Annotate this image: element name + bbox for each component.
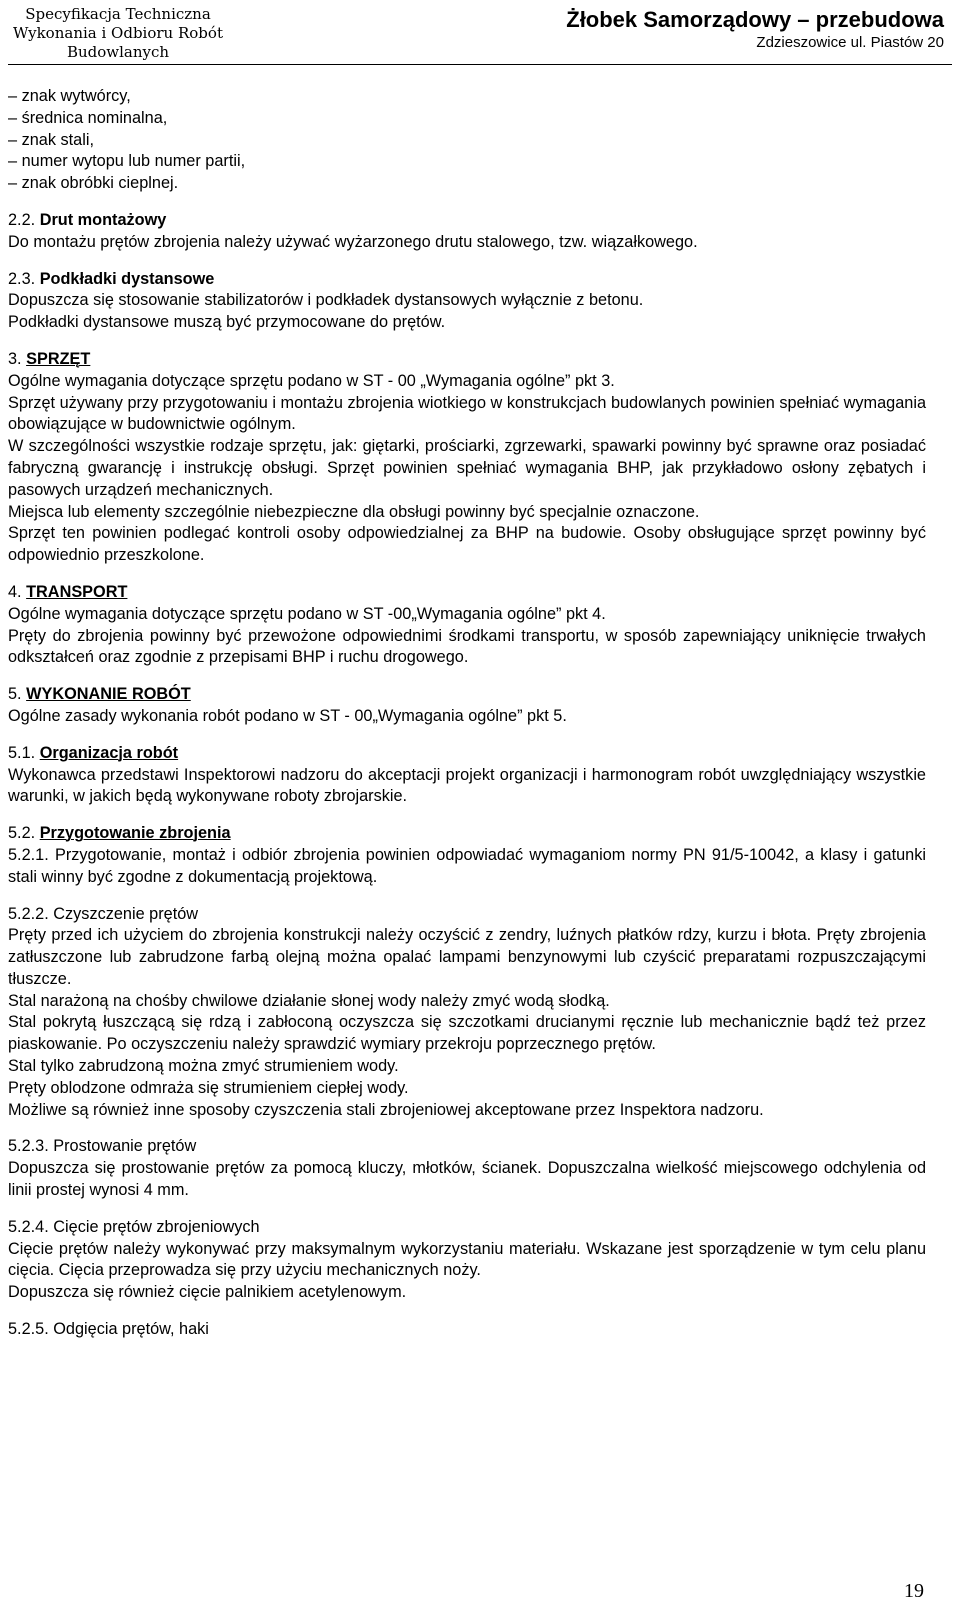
- list-item: – znak wytwórcy,: [8, 87, 131, 105]
- subsection-heading-5-2-3: 5.2.3. Prostowanie prętów: [8, 1137, 197, 1156]
- list-item: – znak stali,: [8, 130, 94, 149]
- section-number: 2.2.: [8, 210, 40, 229]
- page-number: 19: [904, 1580, 924, 1602]
- marking-list: [8, 86, 926, 195]
- section-title: Organizacja robót: [39, 743, 179, 762]
- subsection-heading-5-2-4: 5.2.4. Cięcie prętów zbrojeniowych: [8, 1217, 260, 1236]
- section-number: 5.1.: [8, 743, 40, 762]
- section-heading-3: [8, 349, 926, 371]
- section-title: Przygotowanie zbrojenia: [39, 824, 231, 843]
- paragraph: Sprzęt ten powinien podlegać kontroli osoby odpowiedzialnej za BHP na budowie. Osoby obsługujące sprzęt powinny być odpowiednio przeszkolone.: [8, 524, 926, 565]
- paragraph: Dopuszcza się stosowanie stabilizatorów i podkładek dystansowych wyłącznie z betonu.: [8, 291, 644, 310]
- paragraph: Cięcie prętów należy wykonywać przy maksymalnym wykorzystaniu materiału. Wskazane jest sporządzenie w tym celu planu cięcia. Cięcia przeprowadza się przy użyciu mechanicznych noży.: [8, 1239, 926, 1280]
- paragraph: Podkładki dystansowe muszą być przymocowane do prętów.: [8, 313, 446, 332]
- section-title: WYKONANIE ROBÓT: [26, 685, 191, 704]
- paragraph: W szczególności wszystkie rodzaje sprzętu, jak: giętarki, prościarki, zgrzewarki, spawarki powinny być sprawne oraz posiadać fabryczną gwarancję i instrukcję obsługi. Sprzęt powinien spełniać wymagania BHP, jak przykładowo osłony zębatych i pasowych urządzeń mechanicznych.: [8, 437, 926, 499]
- section-title: TRANSPORT: [26, 582, 128, 601]
- section-number: 4.: [8, 582, 27, 601]
- paragraph: Ogólne wymagania dotyczące sprzętu podano w ST - 00 „Wymagania ogólne” pkt 3.: [8, 371, 615, 390]
- paragraph: Miejsca lub elementy szczególnie niebezpieczne dla obsługi powinny być specjalnie oznaczone.: [8, 502, 700, 521]
- subsection-heading-5-2-5: 5.2.5. Odgięcia prętów, haki: [8, 1320, 209, 1339]
- header-left-line3: Budowlanych: [66, 43, 170, 61]
- section-number: 5.: [8, 685, 27, 704]
- header-subtitle: Zdzieszowice ul. Piastów 20: [756, 34, 944, 51]
- section-heading-5-1: [8, 743, 926, 765]
- header-title: Żłobek Samorządowy – przebudowa: [566, 7, 944, 32]
- header-left-line1: Specyfikacja Techniczna: [25, 5, 211, 23]
- paragraph: Pręty do zbrojenia powinny być przewożone odpowiednimi środkami transportu, w sposób zapewniający uniknięcie trwałych odkształceń oraz zgodnie z przepisami BHP i ruchu drogowego.: [8, 626, 926, 667]
- paragraph: Pręty oblodzone odmraża się strumieniem ciepłej wody.: [8, 1078, 409, 1097]
- paragraph: Ogólne wymagania dotyczące sprzętu podano w ST -00„Wymagania ogólne” pkt 4.: [8, 604, 606, 623]
- subsection-heading-5-2-2: 5.2.2. Czyszczenie prętów: [8, 904, 199, 923]
- section-heading-5-2: [8, 823, 926, 845]
- page-header: [8, 4, 952, 65]
- section-number: 5.2.: [8, 824, 40, 843]
- header-left-line2: Wykonania i Odbioru Robót: [13, 24, 223, 42]
- section-title: Drut montażowy: [39, 210, 167, 229]
- paragraph: Pręty przed ich użyciem do zbrojenia konstrukcji należy oczyścić z zendry, luźnych płatków rdzy, kurzu i błota. Pręty zbrojenia zatłuszczone lub zabrudzone farbą olejną można opalać lampami benzynowymi lub czyścić preparatami rozpuszczającymi tłuszcze.: [8, 926, 926, 988]
- header-project: [566, 6, 944, 52]
- section-title: SPRZĘT: [26, 349, 91, 368]
- paragraph: Sprzęt używany przy przygotowaniu i montażu zbrojenia wiotkiego w konstrukcjach budowlanych powinien spełniać wymagania obowiązujące w budownictwie ogólnym.: [8, 393, 926, 434]
- section-heading-4: [8, 582, 926, 604]
- paragraph: Dopuszcza się prostowanie prętów za pomocą kluczy, młotków, ścianek. Dopuszczalna wielkość miejscowego odchylenia od linii prostej wynosi 4 mm.: [8, 1159, 926, 1200]
- section-heading-2-2: [8, 210, 926, 232]
- paragraph: 5.2.1. Przygotowanie, montaż i odbiór zbrojenia powinien odpowiadać wymaganiom normy PN 91/5-10042, a klasy i gatunki stali winny być zgodne z dokumentacją projektową.: [8, 845, 926, 886]
- paragraph: Stal pokrytą łuszczącą się rdzą i zabłoconą oczyszcza się szczotkami drucianymi ręcznie lub mechanicznie bądź też przez piaskowanie. Po oczyszczeniu należy sprawdzić wymiary przekroju poprzecznego prętów.: [8, 1013, 926, 1054]
- section-heading-2-3: [8, 269, 926, 291]
- paragraph: Stal narażoną na chośby chwilowe działanie słonej wody należy zmyć wodą słodką.: [8, 991, 610, 1010]
- section-number: 3.: [8, 349, 27, 368]
- paragraph: Dopuszcza się również cięcie palnikiem acetylenowym.: [8, 1283, 407, 1302]
- paragraph: Ogólne zasady wykonania robót podano w ST - 00„Wymagania ogólne” pkt 5.: [8, 706, 567, 725]
- paragraph: Możliwe są również inne sposoby czyszczenia stali zbrojeniowej akceptowane przez Inspektora nadzoru.: [8, 1100, 764, 1119]
- section-number: 2.3.: [8, 269, 40, 288]
- list-item: – znak obróbki cieplnej.: [8, 174, 179, 193]
- paragraph: Stal tylko zabrudzoną można zmyć strumieniem wody.: [8, 1057, 399, 1076]
- section-title: Podkładki dystansowe: [39, 269, 215, 288]
- list-item: – średnica nominalna,: [8, 108, 168, 127]
- document-body: [8, 86, 926, 1341]
- paragraph: Do montażu prętów zbrojenia należy używać wyżarzonego drutu stalowego, tzw. wiązałkowego.: [8, 232, 698, 251]
- paragraph: Wykonawca przedstawi Inspektorowi nadzoru do akceptacji projekt organizacji i harmonogram robót uwzględniający wszystkie warunki, w jakich będą wykonywane roboty zbrojarskie.: [8, 765, 926, 806]
- list-item: – numer wytopu lub numer partii,: [8, 152, 246, 171]
- section-heading-5: [8, 684, 926, 706]
- header-spec-label: [8, 5, 228, 62]
